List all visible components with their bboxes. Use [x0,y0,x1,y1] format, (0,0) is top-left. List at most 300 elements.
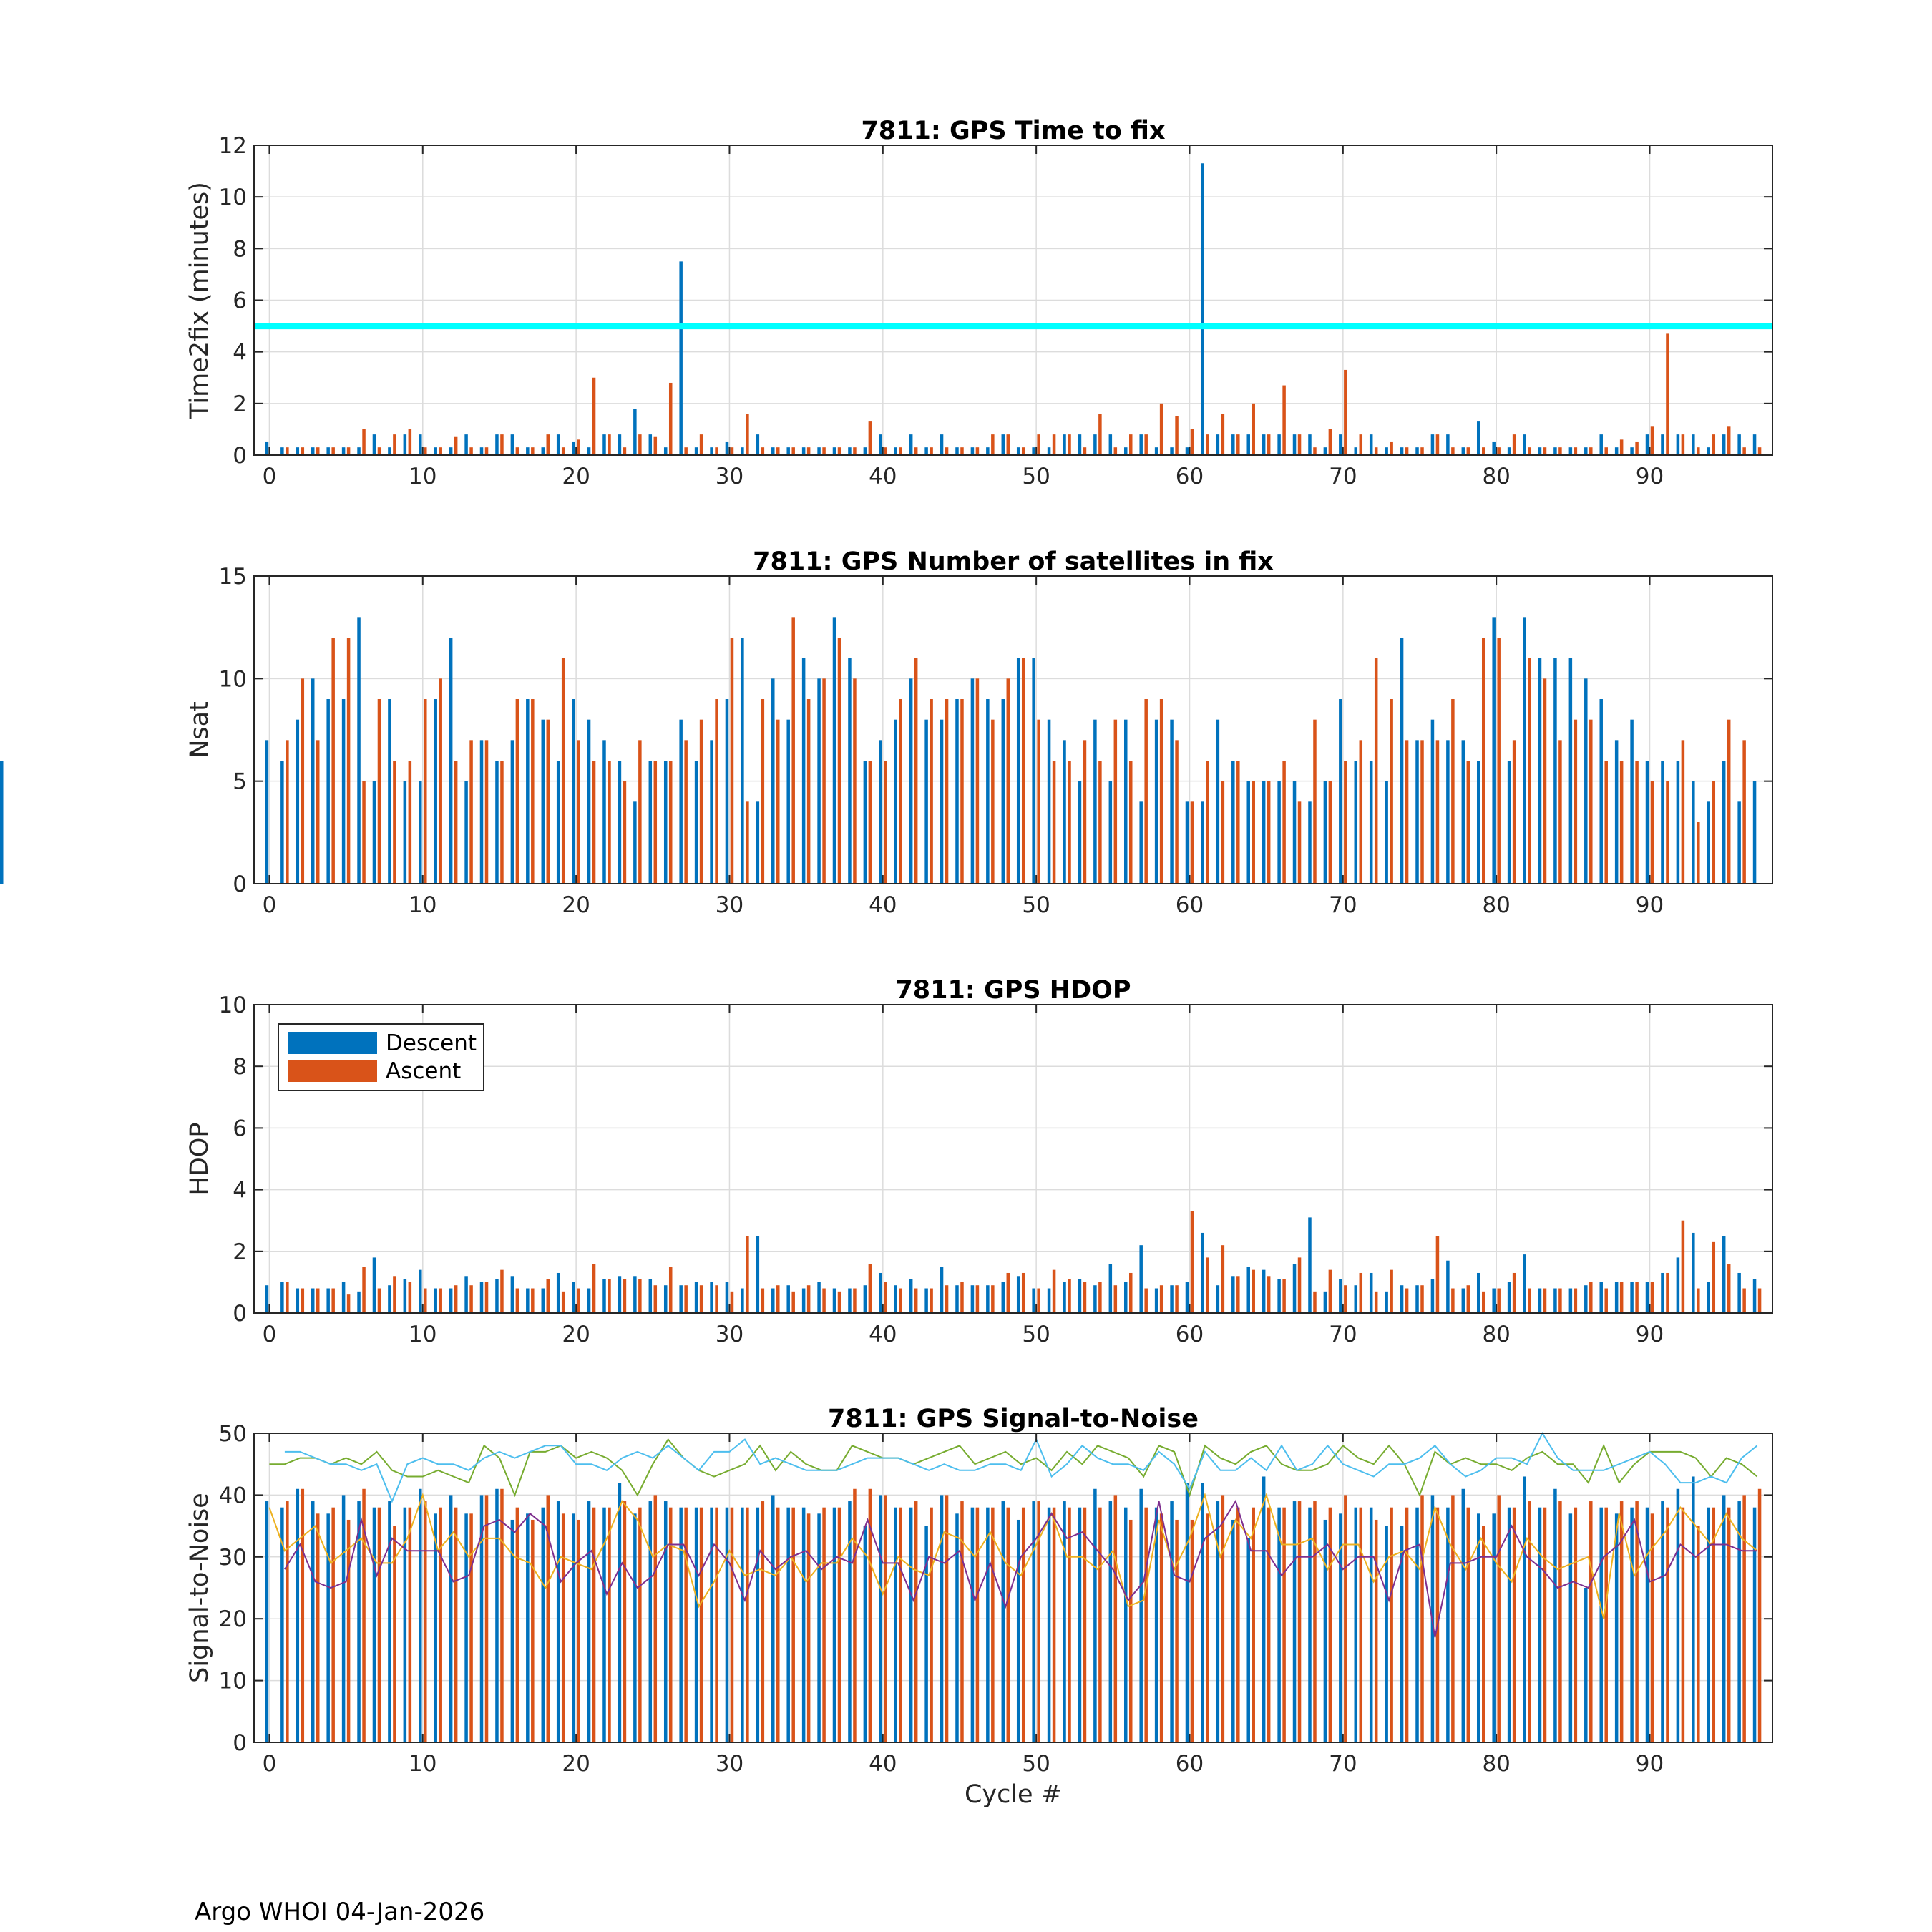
bar-ascent [1742,740,1746,884]
bar-ascent [914,658,918,884]
bar-ascent [1697,447,1700,455]
x-tick-label: 20 [562,464,590,489]
y-tick-label: 5 [233,769,247,795]
bar-ascent [1682,1508,1685,1742]
bar-ascent [1068,761,1071,884]
bar-descent [357,447,361,455]
y-tick-label: 10 [218,185,247,211]
bar-ascent [746,414,749,455]
bar-ascent [1666,1273,1669,1313]
bar-descent [1124,447,1128,455]
bar-ascent [1727,426,1731,455]
bar-ascent [654,1495,658,1742]
bar-ascent [731,1292,733,1313]
bar-descent [265,740,269,884]
bar-descent [786,720,790,884]
bar-descent [1477,421,1480,455]
bar-descent [602,1279,606,1313]
bar-ascent [1375,1292,1378,1313]
bar-descent [1523,1476,1526,1742]
y-tick-label: 6 [233,1116,247,1142]
bar-descent [940,720,944,884]
bar-descent [1492,617,1496,884]
bar-ascent [362,781,366,884]
bar-descent [1584,1285,1588,1313]
bar-ascent [1191,801,1194,884]
footer-label: Argo WHOI 04-Jan-2026 [195,1898,485,1926]
bar-descent [1032,1289,1035,1313]
bar-descent [756,1236,760,1313]
bar-ascent [1420,447,1424,455]
bar-ascent [1175,416,1179,455]
bar-descent [879,1495,882,1742]
bar-descent [1646,1282,1649,1313]
bar-descent [879,1273,882,1313]
bar-descent [1324,1520,1327,1742]
bar-descent [1124,720,1128,884]
bar-ascent [914,447,918,455]
bar-descent [1446,434,1450,455]
bar-ascent [1267,781,1271,884]
bar-ascent [331,1289,335,1313]
chart-title: 7811: GPS Number of satellites in fix [753,547,1274,576]
bar-descent [265,1285,269,1313]
bar-ascent [638,740,642,884]
bar-ascent [409,1282,412,1313]
bar-descent [664,1501,668,1742]
y-tick-label: 10 [218,666,247,693]
bar-ascent [945,1285,949,1313]
bar-ascent [669,1508,673,1742]
bar-ascent [1129,1520,1133,1742]
bar-descent [879,740,882,884]
bar-descent [786,1285,790,1313]
bar-descent [817,1282,821,1313]
bar-descent [1508,1508,1511,1742]
bar-descent [1538,447,1542,455]
bar-ascent [930,1289,933,1313]
bar-ascent [1543,1508,1547,1742]
bar-descent [1584,447,1588,455]
bar-descent [1615,447,1619,455]
bar-ascent [577,1520,580,1742]
bar-ascent [791,447,795,455]
bar-ascent [1635,442,1639,455]
bar-ascent [700,434,703,455]
bar-descent [602,434,606,455]
y-axis-label: HDOP [185,1122,214,1196]
bar-descent [649,434,653,455]
bar-descent [1569,1513,1573,1742]
bar-ascent [424,1289,427,1313]
bar-descent [817,678,821,884]
bar-descent [464,781,468,884]
bar-descent [618,1276,622,1313]
bar-ascent [807,699,811,884]
bar-descent [1017,1520,1020,1742]
bar-ascent [1206,434,1209,455]
bar-ascent [1712,1242,1716,1313]
bar-ascent [362,1267,366,1313]
bar-ascent [1482,638,1485,884]
bar-descent [940,1495,944,1742]
bar-ascent [409,761,412,884]
bar-ascent [331,1508,335,1742]
bar-ascent [776,1508,780,1742]
bar-descent [1109,1264,1113,1313]
bar-ascent [378,447,381,455]
bar-ascent [378,699,381,884]
bar-ascent [1298,1501,1302,1742]
bar-ascent [1727,1508,1731,1742]
bar-descent [1017,447,1020,455]
bar-descent [1692,434,1695,455]
bar-descent [542,447,545,455]
bar-descent [909,678,913,884]
bar-descent [1569,447,1573,455]
bar-ascent [654,1285,658,1313]
bar-descent [1646,761,1649,884]
bar-ascent [1083,447,1087,455]
bar-descent [464,1513,468,1742]
bar-descent [695,1282,698,1313]
bar-descent [1277,1508,1281,1742]
bar-descent [618,434,622,455]
bar-descent [464,1276,468,1313]
bar-descent [1400,1285,1404,1313]
bar-ascent [286,1501,289,1742]
bar-ascent [1558,1289,1562,1313]
bar-descent [1293,781,1297,884]
bar-ascent [1160,1513,1163,1742]
bar-ascent [1467,761,1470,884]
bar-ascent [1742,447,1746,455]
bar-ascent [1620,761,1624,884]
x-tick-label: 70 [1329,1322,1357,1347]
legend-swatch-descent [288,1032,377,1054]
bar-ascent [1282,1508,1286,1742]
bar-descent [1385,1292,1388,1313]
bar-descent [1492,1513,1496,1742]
bar-descent [1692,1233,1695,1313]
bar-ascent [331,638,335,884]
bar-ascent [700,1285,703,1313]
bar-descent [1109,781,1113,884]
bar-descent [741,638,744,884]
bar-ascent [1175,740,1179,884]
bar-descent [511,1276,514,1313]
bar-ascent [562,658,565,884]
bar-ascent [347,1520,351,1742]
bar-ascent [393,761,396,884]
bar-descent [1093,720,1097,884]
bar-ascent [439,1508,442,1742]
bar-ascent [1375,1520,1378,1742]
bar-ascent [761,1289,765,1313]
bar-descent [572,1282,575,1313]
bar-descent [1139,801,1143,884]
bar-ascent [1252,1270,1255,1313]
bar-ascent [485,447,489,455]
bar-descent [1477,1513,1480,1742]
bar-descent [388,699,391,884]
bar-ascent [654,761,658,884]
bar-descent [1308,1217,1312,1313]
bar-ascent [654,437,658,455]
bar-ascent [1558,1501,1562,1742]
bar-descent [1032,1501,1035,1742]
bar-descent [542,720,545,884]
bar-descent [526,1289,530,1313]
bar-descent [1492,442,1496,455]
bar-ascent [531,1289,535,1313]
bar-ascent [1420,1285,1424,1313]
bar-descent [1677,761,1680,884]
bar-descent [1339,1279,1342,1313]
bar-ascent [1390,442,1393,455]
bar-descent [495,761,499,884]
bar-ascent [1329,781,1332,884]
bar-descent [1630,1508,1634,1742]
bar-ascent [945,699,949,884]
legend-label-descent: Descent [386,1030,477,1056]
bar-ascent [1528,658,1531,884]
bar-descent [1508,447,1511,455]
bar-descent [373,434,376,455]
bar-ascent [1007,1273,1010,1313]
chart-panel-4 [185,1405,1772,1809]
bar-ascent [547,1279,550,1313]
bar-descent [894,1285,897,1313]
bar-ascent [822,1289,826,1313]
y-tick-label: 0 [233,872,247,897]
bar-descent [1063,1282,1066,1313]
bar-ascent [454,761,458,884]
bar-descent [1032,658,1035,884]
bar-ascent [776,1285,780,1313]
bar-ascent [516,1289,519,1313]
bar-descent [311,678,315,884]
bar-ascent [1420,740,1424,884]
bar-ascent [1053,761,1056,884]
bar-descent [1186,1282,1189,1313]
bar-ascent [1144,1508,1148,1742]
bar-ascent [577,740,580,884]
bar-descent [1370,761,1373,884]
x-tick-label: 10 [409,892,437,918]
x-tick-label: 90 [1635,1751,1664,1777]
bar-ascent [1420,1495,1424,1742]
bar-descent [1737,434,1741,455]
bar-ascent [807,1285,811,1313]
bar-ascent [301,447,305,455]
bar-ascent [1344,1285,1347,1313]
x-tick-label: 90 [1635,892,1664,918]
bar-descent [1722,434,1726,455]
bar-ascent [791,617,795,884]
bar-ascent [301,678,305,884]
bar-descent [311,1289,315,1313]
bar-descent [1124,1282,1128,1313]
bar-ascent [1574,1289,1578,1313]
bar-descent [1462,1489,1465,1742]
chart-panel-1 [185,117,1772,489]
bar-ascent [638,1508,642,1742]
bar-descent [940,1267,944,1313]
bar-ascent [1068,1508,1071,1742]
bar-descent [1155,720,1158,884]
bar-ascent [884,1495,887,1742]
bar-ascent [623,781,627,884]
bar-ascent [424,447,427,455]
bar-descent [434,699,437,884]
bar-descent [1002,1501,1005,1742]
bar-ascent [930,699,933,884]
bar-ascent [516,1508,519,1742]
bar-ascent [1436,434,1440,455]
bar-ascent [1742,1495,1746,1742]
bar-ascent [1712,781,1716,884]
x-tick-label: 60 [1175,464,1204,489]
bar-descent [924,1289,928,1313]
y-tick-label: 20 [218,1606,247,1633]
bar-ascent [869,1264,872,1313]
bar-ascent [362,429,366,455]
bar-descent [618,761,622,884]
bar-descent [1553,658,1557,884]
bar-ascent [1022,1508,1025,1742]
bar-ascent [822,447,826,455]
x-tick-label: 80 [1482,1751,1511,1777]
bar-descent [1385,781,1388,884]
x-tick-label: 90 [1635,1322,1664,1347]
bar-descent [1508,1282,1511,1313]
bar-descent [679,1285,683,1313]
y-tick-label: 2 [233,1239,247,1265]
bar-descent [955,1513,959,1742]
bar-ascent [914,1289,918,1313]
bar-ascent [960,1501,964,1742]
bar-ascent [1589,447,1593,455]
bar-ascent [409,1508,412,1742]
bar-descent [1246,434,1250,455]
bar-ascent [715,447,718,455]
bar-descent [1737,1273,1741,1313]
bar-descent [495,434,499,455]
bar-ascent [1360,1273,1363,1313]
bar-descent [526,699,530,884]
bar-ascent [592,1264,596,1313]
y-axis-label: Nsat [185,701,214,758]
bar-descent [342,1282,346,1313]
bar-ascent [976,447,980,455]
bar-descent [971,678,975,884]
bar-descent [741,1289,744,1313]
bar-descent [1462,1289,1465,1313]
bar-ascent [822,678,826,884]
bar-descent [449,1495,453,1742]
bar-descent [1002,699,1005,884]
bar-descent [1308,434,1312,455]
bar-descent [695,1508,698,1742]
bar-ascent [1206,1257,1209,1313]
bar-ascent [608,1508,611,1742]
bar-ascent [316,1289,320,1313]
bar-descent [1707,801,1711,884]
bar-ascent [331,447,335,455]
bar-descent [480,1282,484,1313]
bar-descent [1277,434,1281,455]
bar-ascent [731,638,733,884]
bar-descent [924,1526,928,1742]
bar-descent [542,1508,545,1742]
bar-descent [848,658,852,884]
x-tick-label: 10 [409,464,437,489]
bar-descent [848,1289,852,1313]
bar-descent [1569,1289,1573,1313]
bar-ascent [1144,1289,1148,1313]
bar-ascent [884,1282,887,1313]
bar-ascent [791,1508,795,1742]
bar-descent [1370,1508,1373,1742]
bar-descent [1692,781,1695,884]
bar-ascent [838,638,841,884]
bar-descent [1431,720,1435,884]
bar-descent [1630,720,1634,884]
bar-descent [1262,1476,1266,1742]
bar-descent [0,761,4,884]
bar-descent [1216,1285,1220,1313]
bar-ascent [316,740,320,884]
bar-ascent [1252,781,1255,884]
bar-descent [1124,1508,1128,1742]
bar-ascent [1160,404,1163,455]
bar-ascent [1252,1508,1255,1742]
bar-ascent [577,439,580,455]
bar-ascent [731,447,733,455]
bar-descent [1186,447,1189,455]
bar-ascent [776,720,780,884]
bar-ascent [1589,1501,1593,1742]
bar-ascent [454,437,458,455]
bar-descent [1246,1267,1250,1313]
bar-ascent [976,1285,980,1313]
bar-ascent [1098,1282,1102,1313]
bar-descent [679,261,683,455]
bar-descent [602,740,606,884]
bar-ascent [1236,1276,1240,1313]
bar-descent [326,1289,330,1313]
bar-descent [1722,761,1726,884]
bar-ascent [1497,1495,1501,1742]
bar-descent [1737,801,1741,884]
bar-descent [1508,761,1511,884]
bar-ascent [1528,1289,1531,1313]
bar-descent [909,1508,913,1742]
bar-descent [1293,1501,1297,1742]
bar-descent [1078,1508,1082,1742]
bar-descent [1078,781,1082,884]
bar-ascent [1175,1520,1179,1742]
bar-ascent [1467,1508,1470,1742]
bar-ascent [1282,386,1286,455]
bar-descent [664,1285,668,1313]
bar-descent [587,447,591,455]
bar-descent [1093,1285,1097,1313]
bar-ascent [1267,434,1271,455]
bar-descent [633,409,637,455]
bar-descent [1155,1289,1158,1313]
